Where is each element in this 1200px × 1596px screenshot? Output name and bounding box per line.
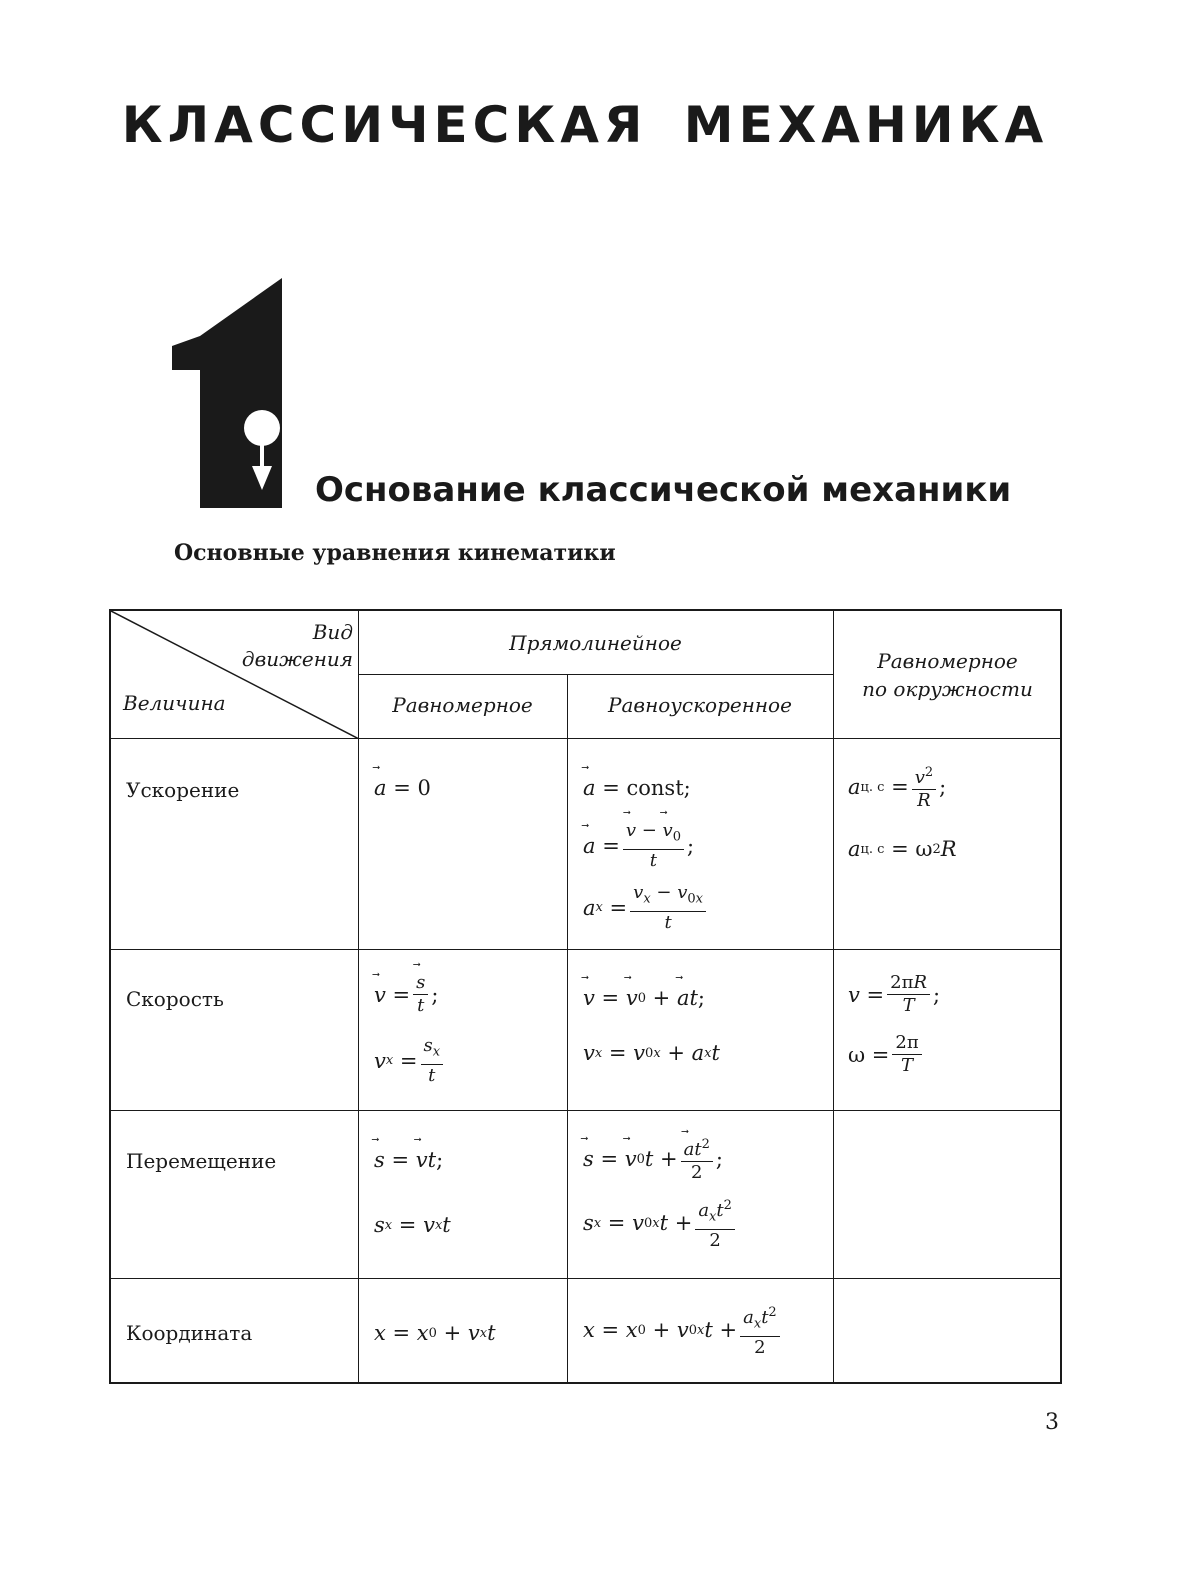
row-label-displacement: Перемещение — [126, 1149, 277, 1173]
chapter-title: Основание классической механики — [315, 470, 1012, 510]
row-label-coordinate: Координата — [126, 1321, 253, 1345]
formula-uniform-velocity-vector: ⃗ v = ⃗ $\frac{s}{t}$ ; — [374, 973, 438, 1016]
header-accelerated: Равноускоренное — [608, 693, 792, 717]
formula-uniform-velocity-projection: v x = $\frac{s_x}{t}$ — [374, 1036, 446, 1086]
row-label-velocity: Скорость — [126, 987, 224, 1011]
formula-centripetal-accel-omega: a ц. с = ω 2 R — [848, 837, 957, 861]
formula-accelerated-velocity-vector: ⃗ v = ⃗ v 0 + ⃗ a t ; — [583, 986, 705, 1010]
header-uniform: Равномерное — [392, 693, 533, 717]
header-rectilinear: Прямолинейное — [509, 631, 682, 655]
formula-circular-omega: ω = $\frac{2\pi}{T}$ — [848, 1033, 925, 1076]
formula-accel-projection: a x = $\frac{v_x - v_{0x}}{t}$ — [583, 883, 709, 933]
formula-accel-vector-definition: ⃗ a = ⃗ $\frac{v - ⃗ v_0}{t}$ ; — [583, 821, 694, 871]
formula-uniform-acceleration: ⃗ a = 0 — [374, 776, 431, 800]
page-number: 3 — [1045, 1410, 1059, 1435]
corner-top-header: Вид движения — [241, 620, 353, 671]
formula-uniform-displacement-projection: s x = v x t — [374, 1213, 451, 1237]
formula-uniform-displacement-vector: ⃗ s = ⃗ v t ; — [374, 1148, 443, 1172]
formula-accelerated-displacement-projection: s x = v 0x t + $\frac{a_xt^2}{2}$ — [583, 1196, 738, 1251]
row-label-acceleration: Ускорение — [126, 778, 240, 802]
formula-accelerated-velocity-projection: v x = v 0x + a x t — [583, 1041, 720, 1065]
formula-accelerated-displacement-vector: ⃗ s = ⃗ v 0 t + ⃗ $\frac{at^2}{2}$ ; — [583, 1135, 723, 1183]
chapter-number-graphic — [170, 278, 282, 508]
section-title: Основные уравнения кинематики — [174, 540, 616, 566]
formula-circular-velocity: v = $\frac{2\pi R}{T}$ ; — [848, 972, 941, 1016]
formula-uniform-coordinate: x = x 0 + v x t — [374, 1321, 496, 1345]
page-heading: КЛАССИЧЕСКАЯ МЕХАНИКА — [121, 96, 1049, 154]
formula-accel-const: ⃗ a = const; — [583, 776, 691, 800]
kinematics-table — [109, 609, 1062, 1384]
formula-centripetal-accel-velocity: a ц. с = $\frac{v^2}{R}$ ; — [848, 765, 947, 811]
corner-bottom-header: Величина — [123, 691, 226, 715]
formula-accelerated-coordinate: x = x 0 + v 0x t + $\frac{a_xt^2}{2}$ — [583, 1303, 783, 1358]
header-circular: Равномерное по окружности — [862, 649, 1033, 701]
